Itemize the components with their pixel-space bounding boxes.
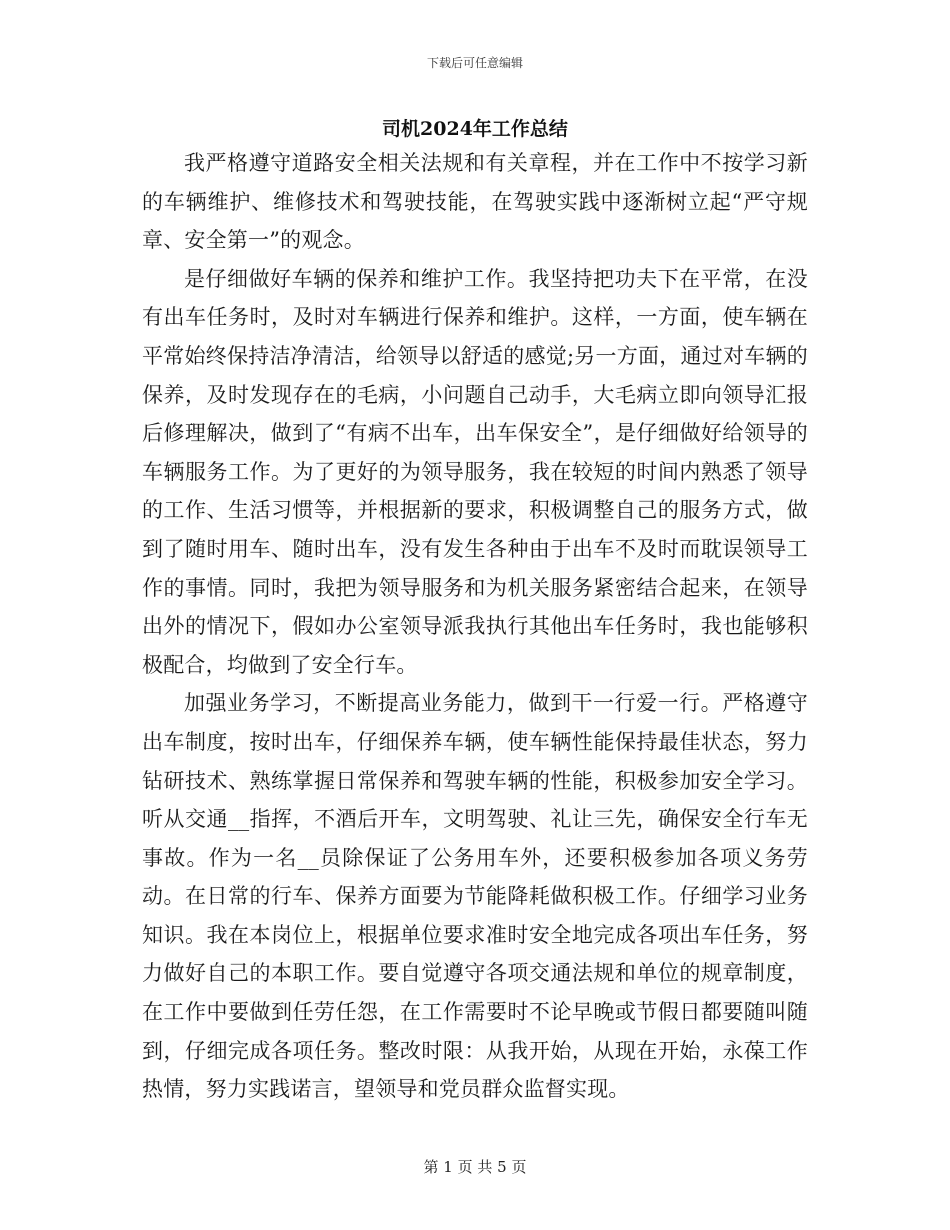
header-note: 下载后可任意编辑 — [426, 56, 523, 70]
document-body — [142, 144, 808, 1109]
paragraph-3: 加强业务学习，不断提高业务能力，做到干一行爱一行。严格遵守出车制度，按时出车，仔细保养车辆，使车辆性能保持最佳状态，努力钻研技术、熟练掌握日常保养和驾驶车辆的性能，积极参加安全学习。听从交通__指挥，不酒后开车，文明驾驶、礼让三先，确保安全行车无事故。作为一名__员除保证了公务用车外，还要积极参加各项义务劳动。在日常的行车、保养方面要为节能降耗做积极工作。仔细学习业务知识。我在本岗位上，根据单位要求准时安全地完成各项出车任务，努力做好自己的本职工作。要自觉遵守各项交通法规和单位的规章制度，在工作中要做到任劳任怨，在工作需要时不论早晚或节假日都要随叫随到，仔细完成各项任务。整改时限：从我开始，从现在开始，永葆工作热情，努力实践诺言，望领导和党员群众监督实现。 — [142, 691, 808, 1102]
document-title: 司机2024年工作总结 — [382, 118, 568, 140]
paragraph-1: 我严格遵守道路安全相关法规和有关章程，并在工作中不按学习新的车辆维护、维修技术和驾驶技能，在驾驶实践中逐渐树立起“严守规章、安全第一”的观念。 — [142, 151, 808, 253]
page-number-footer: 第 1 页 共 5 页 — [423, 1158, 527, 1176]
paragraph-2: 是仔细做好车辆的保养和维护工作。我坚持把功夫下在平常，在没有出车任务时，及时对车辆进行保养和维护。这样，一方面，使车辆在平常始终保持洁净清洁，给领导以舒适的感觉;另一方面，通过对车辆的保养，及时发现存在的毛病，小问题自己动手，大毛病立即向领导汇报后修理解决，做到了“有病不出车，出车保安全”，是仔细做好给领导的车辆服务工作。为了更好的为领导服务，我在较短的时间内熟悉了领导的工作、生活习惯等，并根据新的要求，积极调整自己的服务方式，做到了随时用车、随时出车，没有发生各种由于出车不及时而耽误领导工作的事情。同时，我把为领导服务和为机关服务紧密结合起来，在领导出外的情况下，假如办公室领导派我执行其他出车任务时，我也能够积极配合，均做到了安全行车。 — [142, 266, 808, 677]
